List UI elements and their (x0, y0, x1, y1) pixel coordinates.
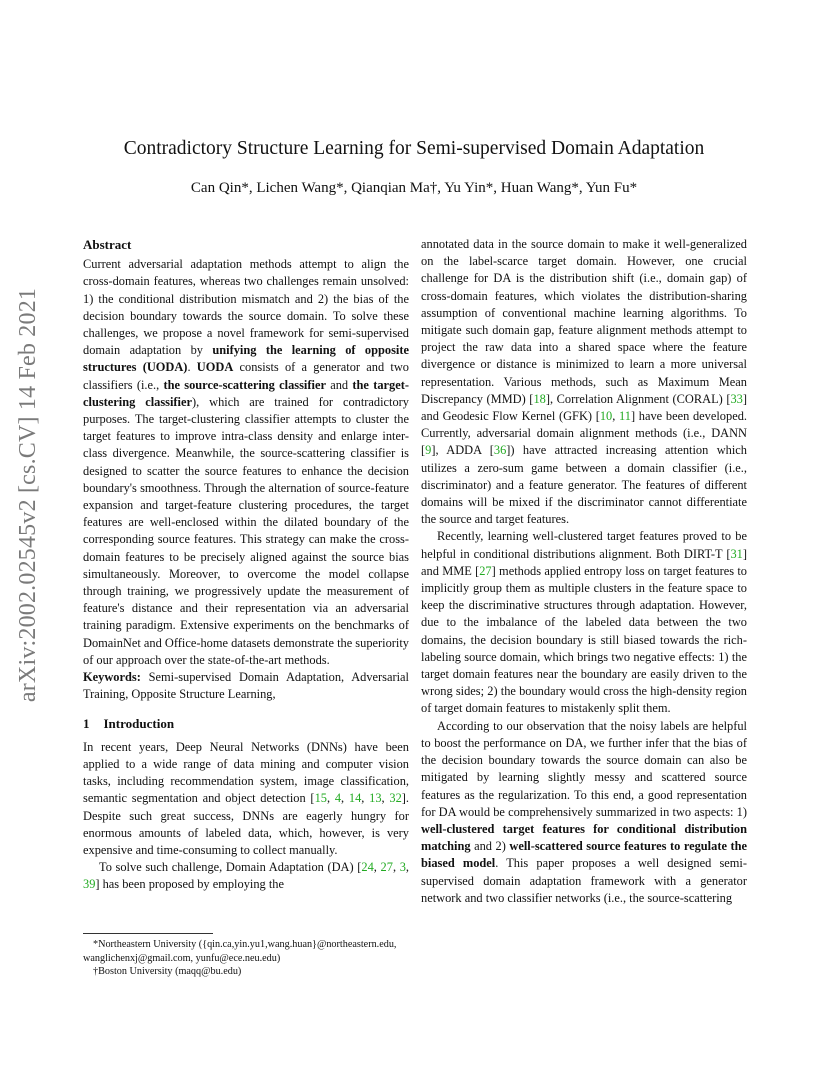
citation-link[interactable]: 4 (334, 791, 342, 806)
section-heading-introduction: 1 Introduction (83, 716, 175, 732)
citation-link[interactable]: 27 (380, 860, 393, 875)
citation-link[interactable]: 24 (361, 860, 374, 875)
citation-link[interactable]: 33 (730, 391, 743, 406)
right-column (421, 236, 747, 907)
citation-link[interactable]: 18 (533, 391, 546, 406)
abstract-heading: Abstract (83, 237, 132, 252)
paper-title: Contradictory Structure Learning for Semi-supervised Domain Adaptation (123, 138, 705, 159)
citation-link[interactable]: 15 (314, 791, 327, 806)
citation-link[interactable]: 32 (389, 791, 402, 806)
footnote-affiliation-1: *Northeastern University ({qin.ca,yin.yu1,wang.huan}@northeastern.edu, wanglichenxj@gmail.com, yunfu@ece.neu.edu) (83, 939, 397, 964)
arxiv-identifier: arXiv:2002.02545v2 [cs.CV] 14 Feb 2021 (15, 287, 41, 703)
citation-link[interactable]: 10 (599, 409, 613, 424)
citation-link[interactable]: 27 (479, 563, 492, 578)
citation-link[interactable]: 11 (619, 409, 631, 424)
citation-link[interactable]: 13 (369, 791, 382, 806)
author-list: Can Qin*, Lichen Wang*, Qianqian Ma†, Yu Yin*, Huan Wang*, Yun Fu* (190, 180, 638, 196)
citation-link[interactable]: 39 (83, 877, 96, 892)
citation-link[interactable]: 3 (399, 860, 406, 875)
left-column (83, 236, 409, 894)
footnote-affiliation-2: †Boston University (maqq@bu.edu) (93, 966, 242, 977)
citation-link[interactable]: 9 (425, 443, 432, 458)
intro-paragraph-1: In recent years, Deep Neural Networks (DNNs) have been applied to a wide range of data mining and computer vision tasks, including recommendation system, image classification, semantic segmentation and object detection [15, 4, 14, 13, 32]. Despite such great success, DNNs are eagerly hungry for enormous amounts of labeled data, which, however, is very expensive and time-consuming to collect manually. (83, 739, 409, 857)
citation-link[interactable]: 36 (493, 443, 507, 458)
intro-paragraph-2: To solve such challenge, Domain Adaptation (DA) [24, 27, 3, 39] has been proposed by employing the (83, 860, 409, 892)
citation-link[interactable]: 31 (730, 546, 743, 561)
body-paragraph-2: Recently, learning well-clustered target features proved to be helpful in conditional distributions alignment. Both DIRT-T [31] and MME [27] methods applied entropy loss on target features to implicitly group them as multiple clusters in the feature space to keep the discriminative structures through adaptation. However, due to the imbalance of the labeled data between the two domains, the decision boundary is still biased towards the rich-labeling source domain, which brings two negative effects: 1) the target domain features near the boundary are easily driven to the wrong sides; 2) the boundary would cross the high-density region of target domain features to mistakenly split them. (421, 529, 747, 716)
abstract-paragraph: Current adversarial adaptation methods attempt to align the cross-domain features, whereas two challenges remain unsolved: 1) the conditional distribution mismatch and 2) the bias of the decision boundary towards the source domain. To solve these challenges, we propose a novel framework for semi-supervised domain adaptation by unifying the learning of opposite structures (UODA). UODA consists of a generator and two classifiers (i.e., the source-scattering classifier and the target-clustering classifier), which are trained for contradictory purposes. The target-clustering classifier attempts to cluster the target features to improve intra-class density and enlarge inter-class divergence. Meanwhile, the source-scattering classifier is designed to scatter the source features to enhance the decision boundary's smoothness. Through the alternation of source-feature expansion and target-feature clustering procedures, the target features are well-enclosed within the dilated boundary of the corresponding source features. This strategy can make the cross-domain features to be precisely aligned against the source bias simultaneously. Moreover, to overcome the model collapse through training, we progressively update the measurement of feature's distance and their representation via an adversarial training paradigm. Extensive experiments on the benchmarks of DomainNet and Office-home datasets demonstrate the superiority of our approach over the state-of-the-art methods. (83, 257, 410, 667)
body-paragraph-3: According to our observation that the noisy labels are helpful to boost the performance on DA, we further infer that the bias of the decision boundary towards the source domain can also be mitigated by learning slightly messy and scattered source features as the regularization. To this end, a good representation for DA would be comprehensively summarized in two aspects: 1) well-clustered target features for conditional distribution matching and 2) well-scattered source features to regulate the biased model. This paper proposes a well designed semi-supervised domain adaptation framework with a generator network and two classifier networks (i.e., the source-scattering (421, 718, 747, 905)
citation-link[interactable]: 14 (348, 791, 362, 806)
body-paragraph-1: annotated data in the source domain to make it well-generalized on the label-scarce target domain. However, one crucial challenge for DA is the distribution shift (i.e., domain gap) of cross-domain features, which violates the distribution-sharing assumption of conventional machine learning algorithms. To mitigate such domain gap, feature alignment methods attempt to project the raw data into a shared space where the feature divergence or distance is minimized to learn a more universal representation. Various methods, such as Maximum Mean Discrepancy (MMD) [18], Correlation Alignment (CORAL) [33] and Geodesic Flow Kernel (GFK) [10, 11] have been developed. Currently, adversarial domain alignment methods (i.e., DANN [9], ADDA [36]) have attracted increasing attention which utilizes a zero-sum game between a domain classifier (i.e., discriminator) and a feature generator. The features of different domains will be mixed if the discriminator cannot differentiate the source and target features. (421, 237, 747, 527)
footnotes (83, 938, 409, 979)
keywords-line: Keywords: Semi-supervised Domain Adaptation, Adversarial Training, Opposite Structure Learning, (83, 670, 409, 702)
footnote-divider (83, 933, 213, 934)
